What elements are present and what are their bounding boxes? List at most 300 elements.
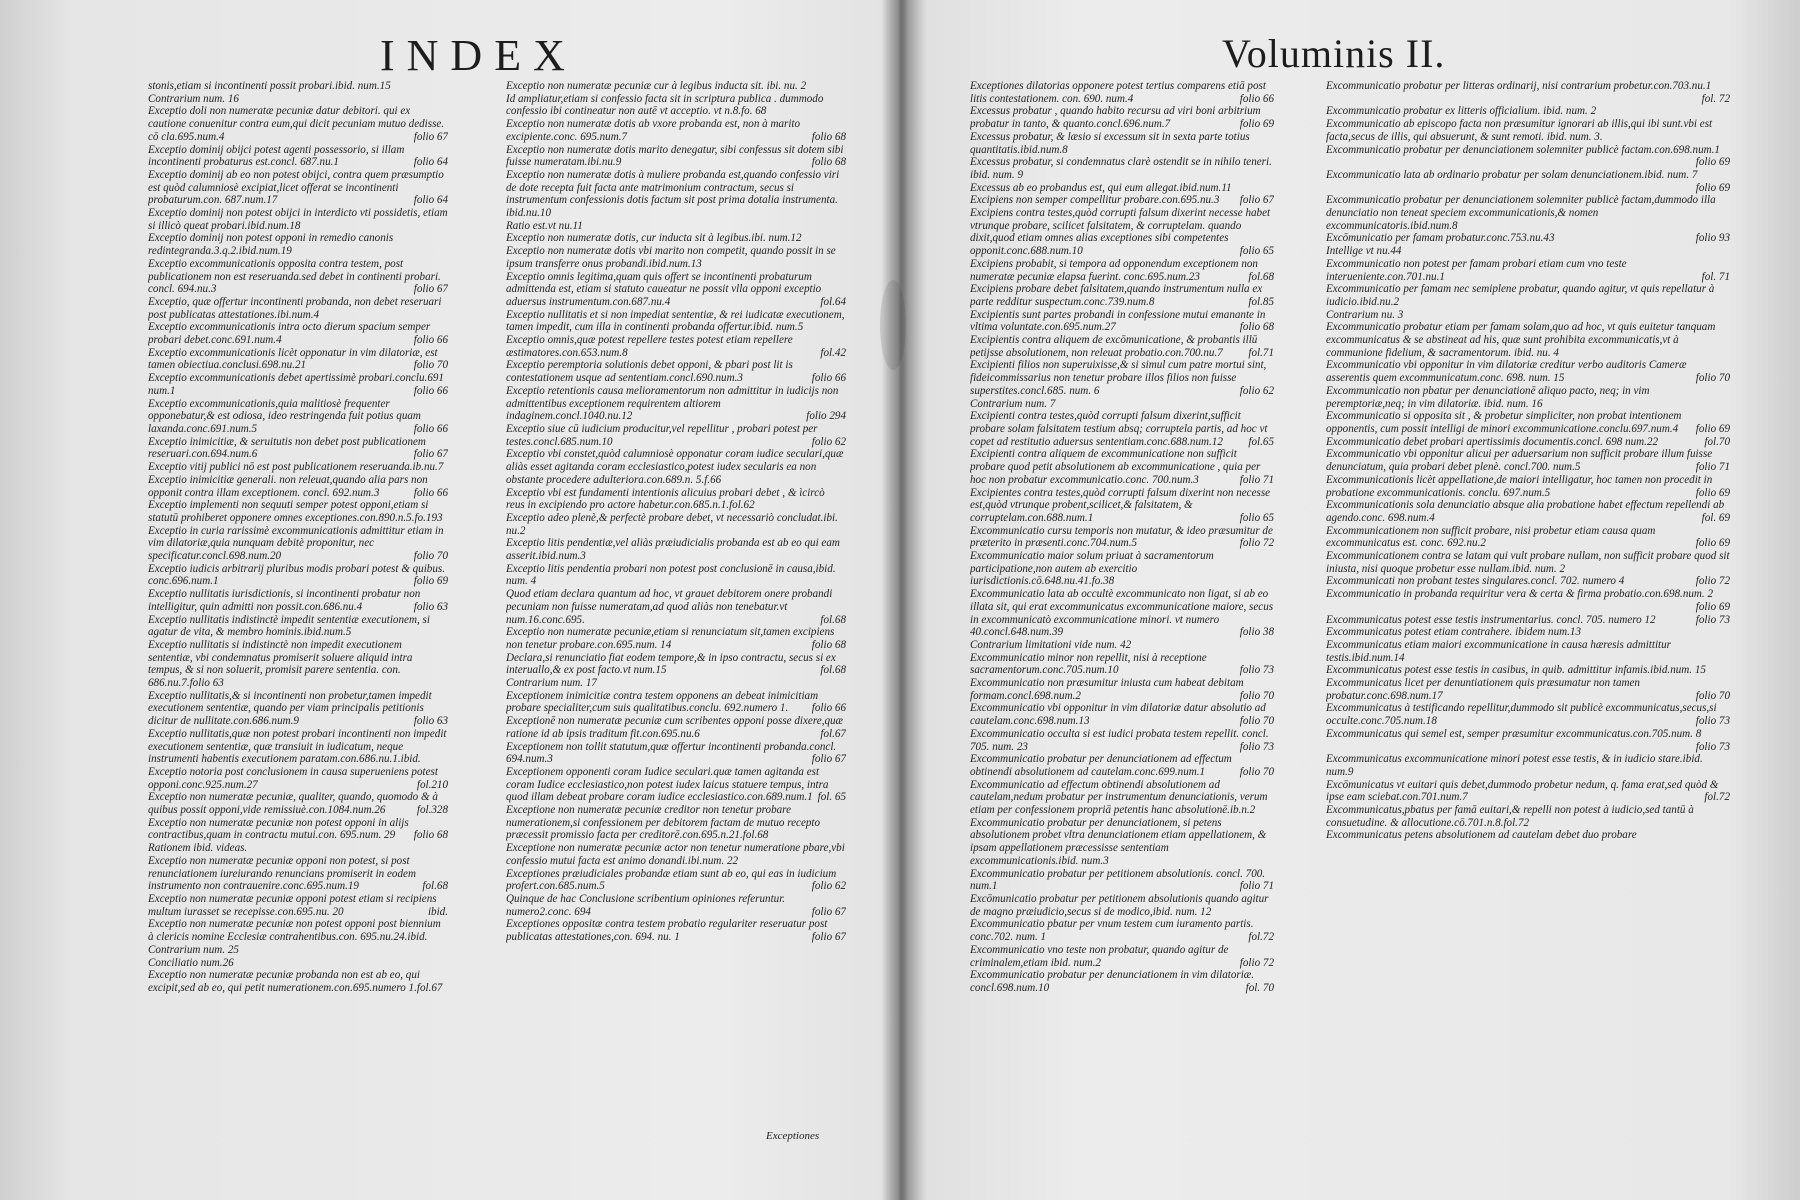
entry-folio-reference: folio 69 <box>1695 422 1730 435</box>
entry-text: Excipientes contra testes,quòd corrupti falsum dixerint non necesse est,quòd vtrunque probent,scilicet,& falsitatem, & corruptelam.con.688.num.1 <box>970 486 1271 524</box>
entry-text: Exceptione non numeratæ pecuniæ actor non tenetur numeratione pbare,vbi confessio mutui facta est animo donandi.ibi.num. 22 <box>506 842 845 867</box>
entry-text: Exceptio excommunicationis licèt opponatur in vim dilatoriæ, est tamen obiectiua.conclusi.698.nu.21 <box>148 346 438 372</box>
entry-text: Excessus probatur, & læsio si excessum sit in sexta parte totius quantitatis.ibid.num.8 <box>970 130 1250 156</box>
entry-folio-reference: fol.68 <box>1248 270 1274 283</box>
entry-folio-reference: folio 68 <box>1239 321 1274 334</box>
right-page <box>902 0 1800 1200</box>
entry-text: Exceptio excommunicationis debet apertissimè probari.conclu.691 num.1 <box>148 372 444 397</box>
index-entry <box>148 347 448 372</box>
entry-folio-reference: fol.67 <box>820 727 846 740</box>
entry-text: Excommunicatio per famam nec semiplene probatur, quando agitur, vt quis repellatur à iudicio.ibid.nu.2 <box>1326 283 1715 308</box>
entry-text: Exceptiones dilatorias opponere potest tertius comparens etiā post litis contestationem. con. 690. num.4 <box>970 80 1266 105</box>
index-entry <box>506 588 846 626</box>
entry-text: Excommunicatio ad effectum obtinendi absolutionem ad cautelam,nedum probatur per instrumentum denunciationis, verum etiam per confessionem propriā petentis hanc absolutionē.ib.n.2 <box>970 778 1268 817</box>
entry-folio-reference: folio 73 <box>1695 613 1730 626</box>
entry-text: Exceptionem opponenti coram Iudice seculari.quæ tamen agitanda est coram Iudice ecclesiastico,non potest iudex laicus statuere tempus, intra quod illam debeat probare coram iudice ecclesiastico.con.689.num.1 <box>506 765 829 804</box>
index-entry <box>148 296 448 321</box>
entry-text: Exceptio dominij non potest opponi in remedio canonis redintegranda.3.q.2.ibid.num.19 <box>148 232 394 258</box>
index-entry <box>970 105 1274 130</box>
entry-folio-reference: folio 66 <box>413 334 448 347</box>
entry-folio-reference: folio 67 <box>811 753 846 766</box>
index-entry <box>506 423 846 448</box>
index-entry <box>148 232 448 257</box>
index-entry <box>1326 169 1730 194</box>
index-entry <box>1326 232 1730 245</box>
entry-text: Exceptio omnis,quæ potest repellere testes potest etiam repellere æstimatores.con.653.num.8 <box>506 334 793 359</box>
index-entry <box>970 398 1274 411</box>
entry-folio-reference: folio 69 <box>1695 486 1730 499</box>
index-entry <box>148 969 448 994</box>
entry-folio-reference: folio 67 <box>413 130 448 143</box>
index-entry <box>148 791 448 816</box>
entry-text: Exceptionem non tollit statutum,quæ offertur incontinenti probanda.concl. 694.num.3 <box>506 740 837 766</box>
entry-text: Exceptio excommunicationis intra octo dierum spacium semper probari debet.conc.691.num.4 <box>148 321 431 347</box>
index-entry <box>1326 614 1730 627</box>
index-entry <box>506 626 846 651</box>
entry-text: Exceptio in curia rarissimè excommunicationis admittitur etiam in vim dilatoriæ,quia nunquam debitè proponitur, nec specificatur.concl.698.num.20 <box>148 524 444 563</box>
entry-text: Excipiens contra testes,quòd corrupti falsum dixerint necesse habet vtrunque probare, scilicet falsitatem, & corruptelam. quando dixit,quod etiam omnes alias exceptiones sibi competentes opponit.conc.688.num.10 <box>970 207 1271 258</box>
index-entry <box>506 309 846 334</box>
entry-text: Exceptio vitij publici nō est post publicationem reseruanda.ib.nu.7 <box>148 461 444 474</box>
index-entry <box>970 918 1274 943</box>
index-entry <box>970 207 1274 258</box>
index-entry <box>1326 550 1730 575</box>
entry-text: Exceptio notoria post conclusionem in causa superueniens potest opponi.conc.925.num.27 <box>148 765 438 791</box>
entry-text: Ratio est.vt nu.11 <box>506 219 583 232</box>
entry-folio-reference: fol.71 <box>1248 346 1274 359</box>
index-entry <box>970 550 1274 588</box>
entry-text: Excommunicati non probant testes singulares.concl. 702. numero 4 <box>1326 575 1625 588</box>
index-entry <box>148 817 448 842</box>
index-entry <box>148 842 448 855</box>
entry-folio-reference: fol.68 <box>422 880 448 893</box>
entry-folio-reference: ibid. <box>427 905 448 918</box>
entry-folio-reference: folio 73 <box>1695 740 1730 753</box>
entry-text: Excommunicationis sola denunciatio absque alia probatione habet effectum repellendi ab agendo.conc. 698.num.4 <box>1326 499 1725 524</box>
index-entry <box>506 766 846 804</box>
index-entry <box>506 741 846 766</box>
index-entry <box>1326 639 1730 664</box>
index-entry <box>148 105 448 143</box>
entry-folio-reference: folio 69 <box>1239 118 1274 131</box>
entry-folio-reference: folio 71 <box>1695 461 1730 474</box>
index-entry <box>148 918 448 943</box>
entry-text: Exceptio litis pendentiæ,vel aliàs præiudicialis probanda est ab eo qui eam asserit.ibid.num.3 <box>506 537 840 563</box>
entry-text: Excommunicatio non potest per famam probari etiam cum vno teste interueniente.con.701.nu.1 <box>1326 257 1627 283</box>
entry-text: Exceptio, quæ offertur incontinenti probanda, non debet reseruari post publicatas attestationes.ibi.num.4 <box>148 295 442 321</box>
entry-text: Exceptio inimicitiæ generali. non releuat,quando alia pars non opponit contra illam exceptionem. concl. 692.num.3 <box>148 473 428 499</box>
index-entry <box>148 93 448 106</box>
entry-text: Excipiens probabit, si tempora ad opponendum exceptionem non numeratæ pecuniæ elapsa fuerint. conc.695.num.23 <box>970 257 1258 283</box>
entry-text: Excōmunicatio probatur per petitionem absolutionis quando agitur de magno præiudicio,secus si de modico,ibid. num. 12 <box>970 893 1269 918</box>
entry-text: Excommunicatio pbatur per vnum testem cum iuramento partis. conc.702. num. 1 <box>970 918 1254 944</box>
entry-text: Excommunicatus qui semel est, semper præsumitur excommunicatus.con.705.num. 8 <box>1326 727 1702 740</box>
entry-text: Excommunicatio in probanda requiritur vera & certa & firma probatio.con.698.num. 2 <box>1326 588 1714 601</box>
entry-text: Exceptiones oppositæ contra testem probatio regulariter reseruatur post publicatas attestationes,con. 694. nu. 1 <box>506 918 828 944</box>
index-entry <box>1326 588 1730 613</box>
entry-folio-reference: folio 68 <box>811 130 846 143</box>
entry-text: Exceptio implementi non sequuti semper potest opponi,etiam si statutū prohiberet opponere omnes exceptiones.con.890.n.5.fo.193 <box>148 499 443 524</box>
entry-text: Exceptio nullitatis,quæ non potest probari incontinenti non impedit executionem sententiæ, quæ transiuit in iudicatum, neque instrumenti habentis executionem paratam.con.686.nu.1.ibid. <box>148 727 447 766</box>
entry-text: Contrarium nu. 3 <box>1326 308 1404 321</box>
index-entry <box>970 868 1274 893</box>
entry-text: Exceptio nullitatis,& si incontinenti non probetur,tamen impedit executionem sententiæ, quando per viam principalis petitionis dicitur de nullitate.con.686.num.9 <box>148 689 432 728</box>
entry-text: Excipientis contra aliquem de excōmunicatione, & probantis illū petijsse absolutionem, non releuat probatio.con.700.nu.7 <box>970 334 1258 359</box>
index-entry <box>970 817 1274 868</box>
entry-text: Excōmunicatio per famam probatur.conc.753.nu.43 <box>1326 232 1555 245</box>
index-entry <box>148 893 448 918</box>
entry-folio-reference: folio 68 <box>811 638 846 651</box>
entry-text: Excommunicatio maior solum priuat à sacramentorum participatione,non autem ab exercitio iurisdictionis.cō.648.nu.41.fo.38 <box>970 550 1214 588</box>
index-entry <box>1326 677 1730 702</box>
left-page-header: INDEX <box>380 31 577 80</box>
index-entry <box>148 563 448 588</box>
index-entry <box>506 169 846 220</box>
entry-text: Exceptio non numeratæ dotis à muliere probanda est,quando confessio viri de dote recepta fuit facta ante matrimonium contractum, secus si instrumentum confessionis dotis factum sit post prima dotalia instrumenta. ibid.nu.10 <box>506 168 840 220</box>
entry-folio-reference: folio 38 <box>1239 626 1274 639</box>
index-entry <box>1326 410 1730 435</box>
entry-text: Excommunicatio probatur per denunciationem solemniter publicè factam.con.698.num.1 <box>1326 143 1720 156</box>
index-entry <box>1326 359 1730 384</box>
index-entry <box>148 639 448 690</box>
entry-text: Exceptio excommunicationis opposita contra testem, post publicationem non est reseruanda.sed debet in continenti probari. concl. 694.nu.3 <box>148 257 441 296</box>
entry-text: Exceptio non numeratæ pecuniæ probanda non est ab eo, qui excipit,sed ab eo, qui petit numerationem.con.695.numero 1.fol.67 <box>148 969 443 994</box>
index-entry <box>1326 575 1730 588</box>
entry-folio-reference: folio 65 <box>1239 511 1274 524</box>
index-entry <box>506 918 846 943</box>
index-entry <box>148 614 448 639</box>
index-entry <box>1326 829 1730 842</box>
entry-text: Excommunicatio probatur ex litteris officialium. ibid. num. 2 <box>1326 105 1597 118</box>
index-entry <box>506 677 846 690</box>
index-entry <box>148 169 448 207</box>
entry-text: Exceptio non numeratæ pecuniæ,etiam si renunciatum sit,tamen excipiens non tenetur probare.con.695.num. 14 <box>506 626 835 651</box>
index-entry <box>970 702 1274 727</box>
index-entry <box>148 144 448 169</box>
index-entry <box>148 728 448 766</box>
entry-text: Excommunicatio vno teste non probatur, quando agitur de criminalem,etiam ibid. num.2 <box>970 943 1229 969</box>
index-entry <box>506 93 846 118</box>
index-entry <box>1326 118 1730 143</box>
entry-text: Exceptio peremptoria solutionis debet opponi, & pbari post lit is contestationem usque ad sententiam.concl.690.num.3 <box>506 359 793 385</box>
entry-folio-reference: folio 66 <box>1239 92 1274 105</box>
index-entry <box>506 271 846 309</box>
entry-folio-reference: folio 62 <box>811 880 846 893</box>
index-entry <box>148 690 448 728</box>
index-entry <box>1326 80 1730 105</box>
index-entry <box>506 220 846 233</box>
index-entry <box>148 207 448 232</box>
entry-folio-reference: fol. 71 <box>1701 270 1730 283</box>
entry-text: Excommunicationem non sufficit probare, nisi probetur etiam causa quam excommunicatus est. conc. 692.nu.2 <box>1326 524 1656 550</box>
index-entry <box>506 804 846 842</box>
entry-folio-reference: fol. 65 <box>817 791 846 804</box>
entry-folio-reference: fol.72 <box>1248 931 1274 944</box>
index-entry <box>148 855 448 893</box>
entry-text: Exceptionē non numeratæ pecuniæ cum scribentes opponi posse dixere,quæ ratione id ab ipsis traditum fit.con.695.nu.6 <box>506 715 843 740</box>
entry-folio-reference: folio 69 <box>413 575 448 588</box>
index-entry <box>506 448 846 486</box>
entry-text: Excipienti filios non superuixisse,& si simul cum patre mortui sint, fideicommissarius non tenetur probare illos filios non fuisse superstites.concl.685. num. 6 <box>970 359 1267 397</box>
index-entry <box>970 639 1274 652</box>
index-entry <box>1326 144 1730 169</box>
entry-folio-reference: fol.85 <box>1248 295 1274 308</box>
entry-folio-reference: fol. 72 <box>1701 92 1730 105</box>
entry-text: Exceptio nullitatis iurisdictionis, si incontinenti probatur non intelligitur, quin admitti non possit.con.686.nu.4 <box>148 588 421 613</box>
entry-text: Exceptio vbi constet,quòd calumniosè opponatur coram iudice seculari,quæ aliàs esset agitanda coram ecclesiastico,potest iudex secularis ea non obstante procedere adulteriora.con.689.n. 5.f.66 <box>506 448 844 486</box>
index-entry <box>506 245 846 270</box>
entry-folio-reference: folio 70 <box>1695 372 1730 385</box>
index-entry <box>506 144 846 169</box>
entry-text: Excommunicatio probatur per denunciationem, si petens absolutionem probet vltra denunciationem etiam appellationem, & ipsam appellationem præcessisse sententiam excommunicationis.ibid. num.3 <box>970 816 1267 867</box>
entry-text: Exceptiones præiudiciales probandæ etiam sunt ab eo, qui eas in iudicium profert.con.685.num.5 <box>506 867 837 893</box>
entry-folio-reference: fol.328 <box>416 804 448 817</box>
index-entry <box>1326 779 1730 804</box>
entry-text: Excommunicatus potest esse testis instrumentarius. concl. 705. numero 12 <box>1326 613 1656 626</box>
entry-text: Exceptio non numeratæ pecuniæ opponi non potest, si post renunciationem iureiurando renuncians promiserit in eodem instrumento non contrauenire.conc.695.num.19 <box>148 854 416 893</box>
index-entry <box>148 398 448 436</box>
index-entry <box>506 715 846 740</box>
index-entry <box>1326 448 1730 473</box>
entry-text: Excommunicatus petens absolutionem ad cautelam debet duo probare <box>1326 829 1637 842</box>
index-entry <box>970 182 1274 195</box>
index-entry <box>1326 105 1730 118</box>
entry-folio-reference: folio 69 <box>1695 181 1730 194</box>
entry-text: Excommunicatio vbi opponitur alicui per aduersarium non sufficit probare illum fuisse denunciatum, quia probari debet plenè. concl.700. num.5 <box>1326 448 1713 474</box>
entry-text: Excommunicatus à testificando repellitur,dummodo sit publicè excommunicatus,secus,si occulte.conc.705.num.18 <box>1326 702 1717 728</box>
entry-text: Excommunicatus licet per denuntiationem quis præsumatur non tamen probatur.conc.698.num.17 <box>1326 677 1640 702</box>
entry-text: Excessus probatur , quando habito recursu ad viri boni arbitrium probatur in tanto, & quanto.concl.696.num.7 <box>970 105 1261 131</box>
entry-text: Excommunicatio probatur per denunciationem ad effectum obtinendi absolutionem ad cautelam.conc.699.num.1 <box>970 753 1232 778</box>
index-entry <box>1326 753 1730 778</box>
entry-text: Excipienti contra testes,quòd corrupti falsum dixerint,sufficit probare solam falsitatem testium absq; corruptela partis, ad hoc vt copet ad restitutio aduersus sententiam.conc.688.num.12 <box>970 410 1268 448</box>
entry-text: Exceptio nullitatis indistinctè impedit sententiæ executionem, si agatur de vita, & membro hominis.ibid.num.5 <box>148 613 430 639</box>
entry-text: Excommunicatus potest esse testis in casibus, in quib. admittitur infamis.ibid.num. 15 <box>1326 664 1706 677</box>
entry-text: Exceptio non numeratæ pecuniæ non potest opponi post biennium à clericis nomine Ecclesiæ contrahentibus.con. 695.nu.24.ibid. <box>148 918 441 944</box>
entry-folio-reference: folio 70 <box>413 359 448 372</box>
entry-folio-reference: fol.64 <box>820 295 846 308</box>
entry-folio-reference: folio 63 <box>413 600 448 613</box>
index-entry <box>506 232 846 245</box>
entry-folio-reference: folio 63 <box>413 715 448 728</box>
index-entry <box>1326 525 1730 550</box>
entry-text: Contrarium num. 7 <box>970 397 1056 410</box>
index-entry <box>148 944 448 957</box>
entry-text: Exceptio non numeratæ pecuniæ, qualiter, quando, quomodo & à quibus possit opponi,vide remissiuè.con.1084.num.26 <box>148 791 438 817</box>
entry-folio-reference: folio 69 <box>1695 537 1730 550</box>
entry-folio-reference: folio 71 <box>1239 473 1274 486</box>
entry-text: Exceptio non numeratæ dotis vbi marito non competit, quando possit in se ipsum transferre onus probandi.ibid.num.13 <box>506 245 836 270</box>
index-entry <box>506 80 846 93</box>
index-entry <box>970 258 1274 283</box>
index-entry <box>506 487 846 512</box>
entry-folio-reference: folio 294 <box>806 410 846 423</box>
entry-text: Exceptio nullitatis et si non impediat sententiæ, & rei iudicatæ executionem, tamen impedit, cum illa in continenti probanda offertur.ibid. num.5 <box>506 308 845 334</box>
index-entry <box>506 537 846 562</box>
entry-text: Excipiens probare debet falsitatem,quando instrumentum nulla ex parte redditur suspectum.conc.739.num.8 <box>970 283 1263 308</box>
entry-text: Excommunicatio probatur per denunciationem solemniter publicè factam,dummodo illa denunciatio non teneat speciem excommunicationis,& nomen excommunicatoris.ibid.num.8 <box>1326 194 1716 232</box>
index-entry <box>970 156 1274 181</box>
index-entry <box>1326 194 1730 232</box>
entry-folio-reference: folio 69 <box>1695 156 1730 169</box>
entry-text: Exceptio non numeratæ dotis ab vxore probanda est, non à marito excipiente.conc. 695.num.7 <box>506 118 801 143</box>
index-entry <box>1326 804 1730 829</box>
entry-folio-reference: folio 67 <box>811 905 846 918</box>
index-entry <box>148 957 448 970</box>
index-entry <box>506 563 846 588</box>
entry-text: Rationem ibid. videas. <box>148 842 248 855</box>
index-entry <box>970 728 1274 753</box>
entry-text: Excommunicatus potest etiam contrahere. ibidem num.13 <box>1326 626 1582 639</box>
entry-folio-reference: folio 66 <box>811 702 846 715</box>
entry-text: Exceptio retentionis causa melioramentorum non admittitur in iudicijs non admittentibus exceptionem requirentem altiorem indaginem.concl.1040.nu.12 <box>506 384 839 423</box>
entry-text: Exceptionem inimicitiæ contra testem opponens an debeat inimicitiam probare specialiter,cum suis qualitatibus.conclu. 692.numero 1. <box>506 689 819 715</box>
index-entry <box>148 461 448 474</box>
entry-text: Excommunicatio debet probari apertissimis documentis.concl. 698 num.22 <box>1326 435 1659 448</box>
right-column-1 <box>970 80 1274 1120</box>
entry-text: Exceptio vbi est fundamenti intentionis alicuius probari debet , & ìcircò reus in excipiendo pro actore habetur.con.685.n.1.fol.62 <box>506 486 825 512</box>
index-entry <box>506 842 846 867</box>
index-entry <box>506 868 846 893</box>
index-entry <box>970 677 1274 702</box>
index-entry <box>148 321 448 346</box>
entry-text: Exceptio litis pendentia probari non potest post conclusionē in causa,ibid. num. 4 <box>506 562 836 588</box>
index-entry <box>506 690 846 715</box>
entry-folio-reference: folio 64 <box>413 194 448 207</box>
entry-text: Contrarium num. 25 <box>148 943 239 956</box>
entry-text: Excommunicationem contra se latam qui vult probare nullam, non sufficit probare quod sit iniusta, nisi quoque probetur esse nullam.ibid. num. 2 <box>1326 550 1730 575</box>
entry-text: Exceptio non numeratæ pecuniæ non potest opponi in alijs contractibus,quam in contractu mutui.con. 695.num. 29 <box>148 816 409 842</box>
entry-folio-reference: folio 65 <box>1239 245 1274 258</box>
entry-folio-reference: fol.68 <box>820 664 846 677</box>
entry-folio-reference: folio 72 <box>1695 575 1730 588</box>
entry-text: Exceptio siue cū iudicium producitur,vel repellitur , probari potest per testes.concl.685.num.10 <box>506 422 818 448</box>
right-column-2 <box>1326 80 1730 1120</box>
index-entry <box>970 194 1274 207</box>
left-column-2 <box>506 80 846 1120</box>
entry-text: Exceptio omnis legitima,quam quis offert se incontinenti probaturum admittenda est, etiam si statuto caueatur ne possit vlla opponi exceptio aduersus instrumentum.con.687.nu.4 <box>506 270 822 308</box>
index-entry <box>1326 728 1730 753</box>
entry-text: Conciliatio num.26 <box>148 956 234 969</box>
entry-folio-reference: folio 73 <box>1239 740 1274 753</box>
entry-text: Exceptio non numeratæ pecuniæ opponi potest etiam si recipiens multum iurasset se recepisse.con.695.nu. 20 <box>148 893 437 918</box>
index-entry <box>148 499 448 524</box>
entry-text: Exceptio iudicis arbitrarij pluribus modis probari potest & quibus. conc.696.num.1 <box>148 562 445 588</box>
index-entry <box>970 944 1274 969</box>
index-entry <box>148 525 448 563</box>
index-entry <box>970 410 1274 448</box>
index-entry <box>970 309 1274 334</box>
index-entry <box>1326 258 1730 283</box>
index-entry <box>506 359 846 384</box>
index-entry <box>506 652 846 677</box>
entry-folio-reference: folio 68 <box>811 156 846 169</box>
index-entry <box>970 753 1274 778</box>
entry-text: stonis,etiam si incontinenti possit probari.ibid. num.15 <box>148 80 391 92</box>
entry-text: Quinque de hac Conclusione scribentium opiniones referuntur. numero2.conc. 694 <box>506 893 786 918</box>
index-entry <box>148 588 448 613</box>
entry-text: Contrarium limitationi vide num. 42 <box>970 638 1132 651</box>
entry-text: Excommunicatio probatur etiam per famam solam,quo ad hoc, vt quis euitetur tanquam excommunicatus & se abstineat ad his, quæ sunt prohibita excommunicatis,vt à communione fidelium, & sacramentorum. ibid. nu. 4 <box>1326 321 1716 359</box>
entry-text: Exceptio dominij ab eo non potest obijci, contra quem præsumptio est quòd calumniosè excipiat,licet offerat se incontinenti probaturum.con. 687.num.17 <box>148 168 444 207</box>
entry-folio-reference: fol.70 <box>1704 435 1730 448</box>
entry-text: Exceptio dominij obijci potest agenti possessorio, si illam incontinenti probaturus est.concl. 687.nu.1 <box>148 143 405 169</box>
entry-text: Exceptio excommunicationis,quia malitiosè frequenter opponebatur,& est odiosa, ideo restringenda fuit potius quam laxanda.conc.691.num.5 <box>148 397 421 435</box>
entry-text: Exceptio dominij non potest obijci in interdicto vti possidetis, etiam si illicò queat probari.ibid.num.18 <box>148 207 448 232</box>
entry-text: Exceptio adeo plenè,& perfectè probare debet, vt necessariò concludat.ibi. nu.2 <box>506 511 838 537</box>
index-entry <box>1326 702 1730 727</box>
index-entry <box>970 80 1274 105</box>
entry-folio-reference: fol.210 <box>416 778 448 791</box>
entry-text: Excommunicatio lata ab ordinario probatur per solam denunciationem.ibid. num. 7 <box>1326 168 1698 181</box>
entry-folio-reference: fol.72 <box>1704 791 1730 804</box>
entry-folio-reference: folio 66 <box>413 486 448 499</box>
entry-folio-reference: folio 69 <box>1695 600 1730 613</box>
entry-folio-reference: folio 68 <box>413 829 448 842</box>
index-entry <box>970 359 1274 397</box>
index-entry <box>148 372 448 397</box>
entry-folio-reference: folio 67 <box>811 931 846 944</box>
entry-text: Excipienti contra aliquem de excommunicatione non sufficit probare quod petit absolutionem ab excommunicatione , quia per hoc non probatur excommunicatio.conc. 700.num.3 <box>970 448 1261 486</box>
entry-text: Excommunicatio ab episcopo facta non præsumitur ignorari ab illis,qui ibi sunt.vbi est facta,secus de illis, qui absuerunt, & sunt remoti. ibid. num. 3. <box>1326 118 1713 143</box>
entry-folio-reference: folio 70 <box>1695 689 1730 702</box>
entry-text: Exceptio doli non numeratæ pecuniæ datur debitori. qui ex cautione conuenitur contra eum,qui dicit pecuniam mutuo dedisse. cō cla.695.num.4 <box>148 105 445 143</box>
entry-folio-reference: folio 66 <box>811 372 846 385</box>
entry-text: Exceptio non numeratæ dotis, cur inducta sit à legibus.ibi. num.12 <box>506 232 802 245</box>
entry-text: Excommunicatus excommunicatione minori potest esse testis, & in iudicio stare.ibid. num.9 <box>1326 753 1703 778</box>
index-entry <box>970 131 1274 156</box>
index-entry <box>506 334 846 359</box>
entry-folio-reference: folio 67 <box>413 448 448 461</box>
index-entry <box>1326 626 1730 639</box>
entry-folio-reference: folio 71 <box>1239 880 1274 893</box>
index-entry <box>970 448 1274 486</box>
index-entry <box>970 652 1274 677</box>
entry-text: Declara,si renunciatio fiat eodem tempore,& in ipso contractu, secus si ex interuallo,& ex post facto.vt num.15 <box>506 651 836 677</box>
entry-folio-reference: folio 73 <box>1695 715 1730 728</box>
index-entry <box>506 118 846 143</box>
entry-text: Excommunicatio non præsumitur iniusta cum habeat debitam formam.concl.698.num.2 <box>970 677 1244 702</box>
index-entry <box>970 779 1274 817</box>
entry-text: Exceptio nullitatis si indistinctè non impedit executionem sententiæ, vbi condemnatus promiserit soluere aliquid intra tempus, & si non soluerit, promisit parere sententia. con. 686.nu.7.folio 63 <box>148 638 413 690</box>
index-entry <box>1326 436 1730 449</box>
entry-text: Excommunicationis licèt appellatione,de maiori intelligatur, hoc tamen non procedit in probatione excommunicationis. conclu. 697.num.5 <box>1326 473 1713 499</box>
entry-text: Excommunicatio minor non repellit, nisi à receptione sacramentorum.conc.705.num.10 <box>970 651 1207 677</box>
entry-folio-reference: folio 72 <box>1239 956 1274 969</box>
index-entry <box>148 80 448 93</box>
catchword: Exceptiones <box>766 1130 820 1142</box>
entry-text: Exceptio inimicitiæ, & seruitutis non debet post publicationem reseruari.con.694.num.6 <box>148 435 426 461</box>
entry-text: Quod etiam declara quantum ad hoc, vt grauet debitorem onere probandi pecuniam non fuisse numeratam,ad quod aliàs non tenebatur.vt num.16.conc.695. <box>506 588 833 626</box>
index-entry <box>1326 664 1730 677</box>
index-entry <box>148 258 448 296</box>
index-entry <box>970 525 1274 550</box>
entry-text: Excommunicatus,pbatus per famā euitari,& repelli non potest à iudicio,sed tantū à consuetudine. & allocutione.cō.701.n.8.fol.72 <box>1326 804 1694 829</box>
entry-folio-reference: folio 67 <box>1239 194 1274 207</box>
index-entry <box>1326 499 1730 524</box>
index-entry <box>1326 321 1730 359</box>
index-entry <box>506 385 846 423</box>
entry-folio-reference: folio 62 <box>811 435 846 448</box>
index-entry <box>970 893 1274 918</box>
entry-folio-reference: folio 72 <box>1239 537 1274 550</box>
index-entry <box>506 893 846 918</box>
entry-folio-reference: folio 70 <box>1239 689 1274 702</box>
entry-folio-reference: folio 93 <box>1695 232 1730 245</box>
entry-text: Excommunicatio vbi opponitur in vim dilatoriæ datur absolutio ad cautelam.conc.698.num.13 <box>970 702 1266 728</box>
index-entry <box>148 766 448 791</box>
entry-text: Excessus probatur, si condemnatus clarè ostendit se in nihilo teneri. ibid. num. 9 <box>970 156 1272 181</box>
